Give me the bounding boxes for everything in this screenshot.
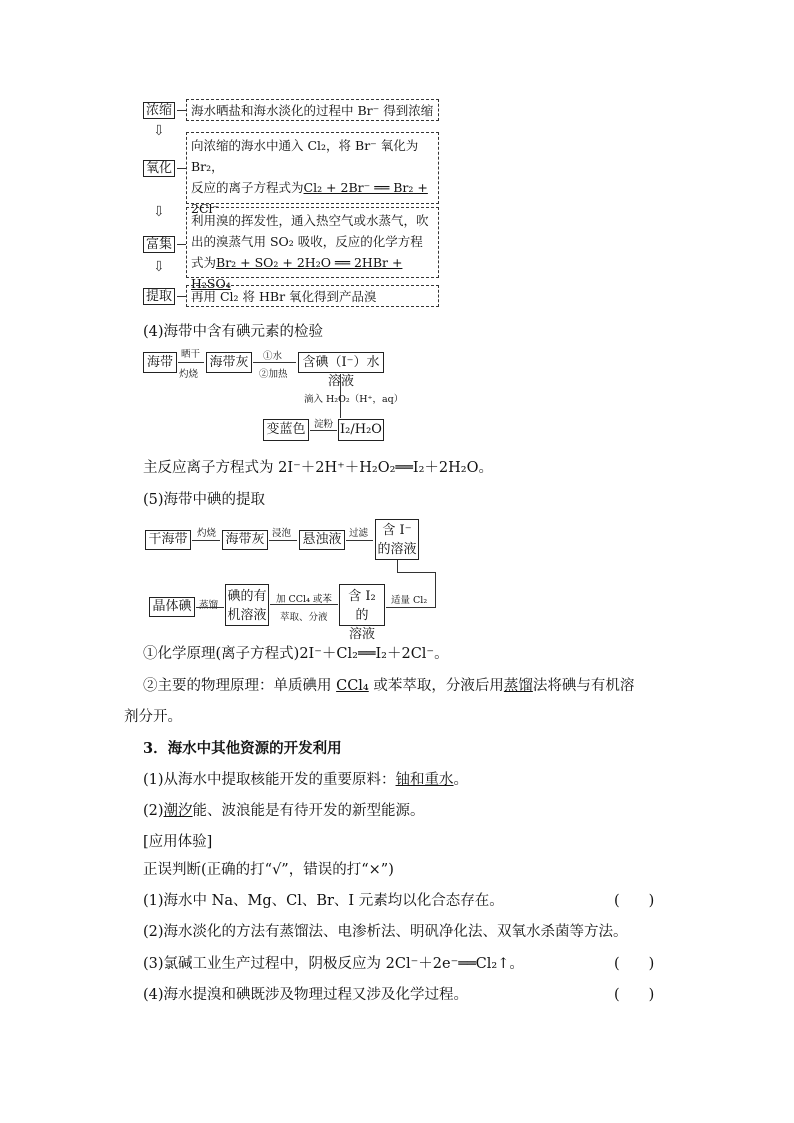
box-kelp-ash: 海带灰 [206,352,252,373]
arrow-right-icon [192,540,220,541]
box-turns-blue: 变蓝色 [263,419,309,441]
text: 法将碘与有机溶 [532,678,635,694]
answer-blank[interactable]: ( ) [614,956,655,972]
desc-extract: 再用 Cl₂ 将 HBr 氧化得到产品溴 [186,285,439,307]
arrow-label-top: 晒干 [181,349,201,360]
desc-enrich [186,207,439,291]
box-organic-iodine [225,584,269,626]
down-arrow-icon: ⇩ [153,123,165,139]
judge-title: 正误判断(正确的打“√”，错误的打“×”) [143,862,394,878]
text: (2) [143,803,164,819]
step-extract: 提取 [143,288,175,305]
arrow-left-icon [270,604,338,605]
section-5-title: (5)海带中碘的提取 [143,492,266,508]
answer-blank[interactable]: ( ) [614,893,655,909]
box-iodine-solution [339,584,385,642]
box-line: 含 I₂ 的 [348,589,376,623]
text: 或苯萃取，分液后用 [368,678,504,694]
arrow-left-icon [386,607,435,608]
desc-oxidize-line2 [191,177,434,198]
arrow-label-top: ①水 [263,351,283,362]
question-3: (3)氯碱工业生产过程中，阴极反应为 2Cl⁻＋2e⁻══Cl₂↑。 [143,956,524,972]
resource-1 [143,768,468,789]
arrow-right-icon [178,362,204,363]
resource-2 [143,799,425,820]
arrow-label-bottom: 萃取、分液 [280,612,328,623]
connector [177,244,186,245]
desc-label: 反应的离子方程式为 [191,180,304,195]
box-iodide-solution [375,519,419,560]
main-equation-line [143,456,493,477]
equation-underlined: Br₂ + SO₂ + 2H₂O ══ 2HBr + H₂SO₄ [191,255,403,291]
box-suspension: 悬浊液 [299,530,345,550]
label: ①化学原理(离子方程式) [143,646,300,662]
box-line: 含 I⁻ [382,523,412,538]
arrow-left-icon [196,607,224,608]
desc-label: 式为 [191,255,217,270]
arrow-label-bottom: 灼烧 [179,369,199,380]
connector [177,110,186,111]
box-iodide-solution: 含碘（I⁻）水溶液 [298,352,384,373]
principle-2-line1 [143,674,634,695]
box-line: 机溶液 [227,608,267,623]
down-arrow-icon: ⇩ [153,204,165,220]
equation: 2I⁻＋2H⁺＋H₂O₂══I₂＋2H₂O。 [278,460,493,476]
question-4: (4)海水提溴和碘既涉及物理过程又涉及化学过程。 [143,987,469,1003]
connector [177,168,186,169]
arrow-label: 过滤 [349,528,369,539]
step-oxidize: 氧化 [143,160,175,177]
box-line: 溶液 [348,627,375,642]
arrow-right-icon [253,362,296,363]
answer-underlined: CCl₄ [336,678,369,694]
arrow-right-icon [346,540,373,541]
question-2: (2)海水淡化的方法有蒸馏法、电渗析法、明矾净化法、双氧水杀菌等方法。 [143,924,628,940]
desc-oxidize-line3: 2Cl⁻ [191,201,220,216]
desc-oxidize [186,132,439,216]
box-kelp: 海带 [143,352,177,373]
connector [435,572,436,608]
apply-title: [应用体验] [143,834,213,850]
arrow-label-bottom: ②加热 [259,369,288,380]
equation-underlined: Cl₂ + 2Br⁻ ══ Br₂ + [303,180,428,195]
arrow-left-icon [310,430,337,431]
section-3-title: 3．海水中其他资源的开发利用 [143,740,342,757]
desc-enrich-line1: 利用溴的挥发性，通入热空气或水蒸气，吹 [191,213,429,228]
answer-underlined: 蒸馏 [503,678,533,694]
answer-blank[interactable]: ( ) [614,987,655,1003]
label: 主反应离子方程式为 [143,460,279,476]
principle-1 [143,642,449,663]
answer-underlined: 铀和重水 [395,772,454,788]
principle-2-line2: 剂分开。 [124,709,182,725]
arrow-label: 适量 Cl₂ [391,595,428,606]
text: (1)从海水中提取核能开发的重要原料： [143,772,396,788]
connector [397,560,398,572]
box-line: 碘的有 [227,589,267,604]
arrow-label-top: 加 CCl₄ 或苯 [276,594,332,605]
equation: 2I⁻＋Cl₂══I₂＋2Cl⁻。 [299,646,449,662]
arrow-label-side: 滴入 H₂O₂（H⁺，aq） [304,394,404,405]
arrow-label-top: 淀粉 [314,419,334,430]
desc-oxidize-line1: 向浓缩的海水中通入 Cl₂，将 Br⁻ 氧化为 Br₂， [191,138,419,174]
box-crystal-iodine: 晶体碘 [149,597,195,617]
connector [397,572,435,573]
question-1: (1)海水中 Na、Mg、Cl、Br、I 元素均以化合态存在。 [143,893,504,909]
box-dry-kelp: 干海带 [145,530,191,550]
text: 能、波浪能是有待开发的新型能源。 [192,803,425,819]
answer-underlined: 潮汐 [163,803,193,819]
box-kelp-ash: 海带灰 [222,530,268,550]
step-enrich: 富集 [143,236,175,253]
arrow-label: 蒸馏 [199,600,219,611]
desc-enrich-line2: 出的溴蒸气用 SO₂ 吸收，反应的化学方程 [191,234,423,249]
connector [177,296,186,297]
desc-concentrate: 海水晒盐和海水淡化的过程中 Br⁻ 得到浓缩 [186,99,439,121]
arrow-label: 浸泡 [272,528,292,539]
arrow-right-icon [269,540,297,541]
section-4-title: (4)海带中含有碘元素的检验 [143,324,324,340]
arrow-label: 灼烧 [197,528,217,539]
box-line: 的溶液 [377,542,417,557]
down-arrow-icon: ⇩ [153,259,165,275]
step-concentrate: 浓缩 [143,102,175,119]
text: ②主要的物理原理：单质碘用 [143,678,337,694]
text: 。 [453,772,469,788]
box-iodine-water: I₂/H₂O [338,419,384,441]
